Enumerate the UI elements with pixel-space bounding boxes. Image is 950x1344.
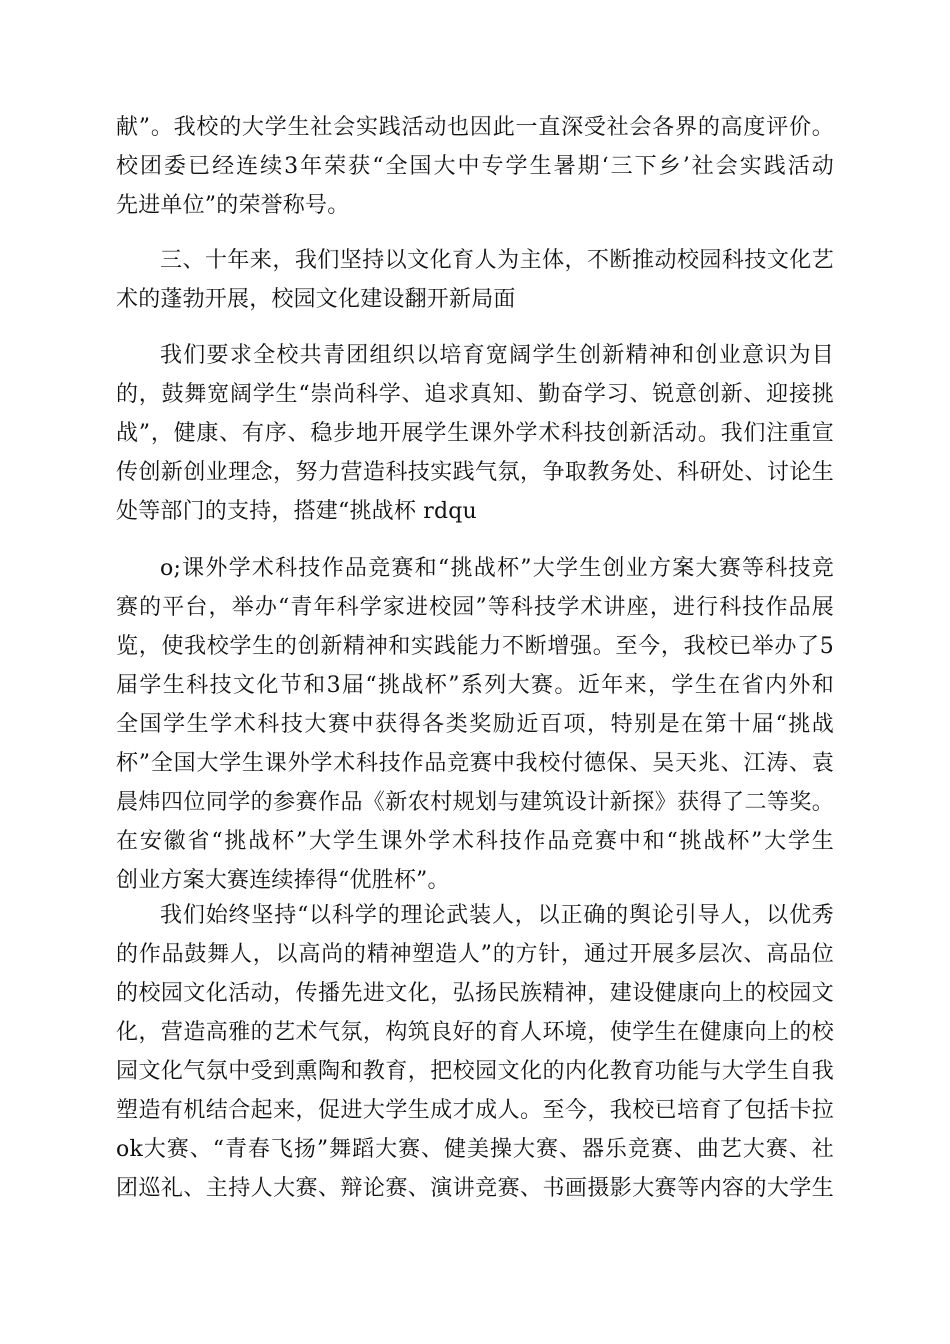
text-line: 园文化气氛中受到熏陶和教育，把校园文化的内化教育功能与大学生自我	[116, 1059, 834, 1084]
text-line: 先进单位”的荣誉称号。	[116, 193, 350, 218]
text-line: 献”。我校的大学生社会实践活动也因此一直深受社会各界的高度评价。	[116, 115, 834, 140]
text-line: 览，使我校学生的创新精神和实践能力不断增强。至今，我校已举办了5	[116, 634, 834, 659]
text-line: 的，鼓舞宽阔学生“崇尚科学、追求真知、勤奋学习、锐意创新、迎接挑	[116, 382, 834, 407]
text-line: 处等部门的支持，搭建“挑战杯 rdqu	[116, 499, 477, 524]
text-line: 赛的平台，举办“青年科学家进校园”等科技学术讲座，进行科技作品展	[116, 595, 834, 620]
text-line: 杯”全国大学生课外学术科技作品竞赛中我校付德保、吴天兆、江涛、袁	[116, 751, 834, 776]
text-line: ok大赛、“青春飞扬”舞蹈大赛、健美操大赛、器乐竞赛、曲艺大赛、社	[116, 1137, 834, 1162]
text-line: 在安徽省“挑战杯”大学生课外学术科技作品竞赛中和“挑战杯”大学生	[116, 829, 834, 854]
text-line: 战”，健康、有序、稳步地开展学生课外学术科技创新活动。我们注重宣	[116, 421, 834, 446]
text-line: 晨炜四位同学的参赛作品《新农村规划与建筑设计新探》获得了二等奖。	[116, 790, 834, 815]
text-line: 届学生科技文化节和3届“挑战杯”系列大赛。近年来，学生在省内外和	[116, 673, 834, 698]
section-heading-3	[116, 241, 834, 319]
text-line: 团巡礼、主持人大赛、辩论赛、演讲竞赛、书画摄影大赛等内容的大学生	[116, 1176, 834, 1201]
text-line: 术的蓬勃开展，校园文化建设翻开新局面	[116, 287, 516, 312]
text-line: 传创新创业理念，努力营造科技实践气氛，争取教务处、科研处、讨论生	[116, 460, 834, 485]
text-line: o;课外学术科技作品竞赛和“挑战杯”大学生创业方案大赛等科技竞	[160, 556, 834, 581]
text-line: 创业方案大赛连续捧得“优胜杯”。	[116, 868, 450, 893]
text-line: 我们要求全校共青团组织以培育宽阔学生创新精神和创业意识为目	[160, 343, 834, 368]
text-line: 三、十年来，我们坚持以文化育人为主体，不断推动校园科技文化艺	[160, 248, 834, 273]
text-line: 的校园文化活动，传播先进文化，弘扬民族精神，建设健康向上的校园文	[116, 981, 834, 1006]
paragraph-3	[116, 549, 834, 900]
text-line: 校团委已经连续3年荣获“全国大中专学生暑期‘三下乡’社会实践活动	[116, 154, 834, 179]
text-line: 化，营造高雅的艺术气氛，构筑良好的育人环境，使学生在健康向上的校	[116, 1020, 834, 1045]
paragraph-4	[116, 896, 834, 1208]
paragraph-1	[116, 108, 834, 225]
text-line: 的作品鼓舞人，以高尚的精神塑造人”的方针，通过开展多层次、高品位	[116, 942, 834, 967]
text-line: 全国学生学术科技大赛中获得各类奖励近百项，特别是在第十届“挑战	[116, 712, 834, 737]
paragraph-2	[116, 336, 834, 531]
text-line: 我们始终坚持“以科学的理论武装人，以正确的舆论引导人，以优秀	[160, 903, 834, 928]
text-line: 塑造有机结合起来，促进大学生成才成人。至今，我校已培育了包括卡拉	[116, 1098, 834, 1123]
